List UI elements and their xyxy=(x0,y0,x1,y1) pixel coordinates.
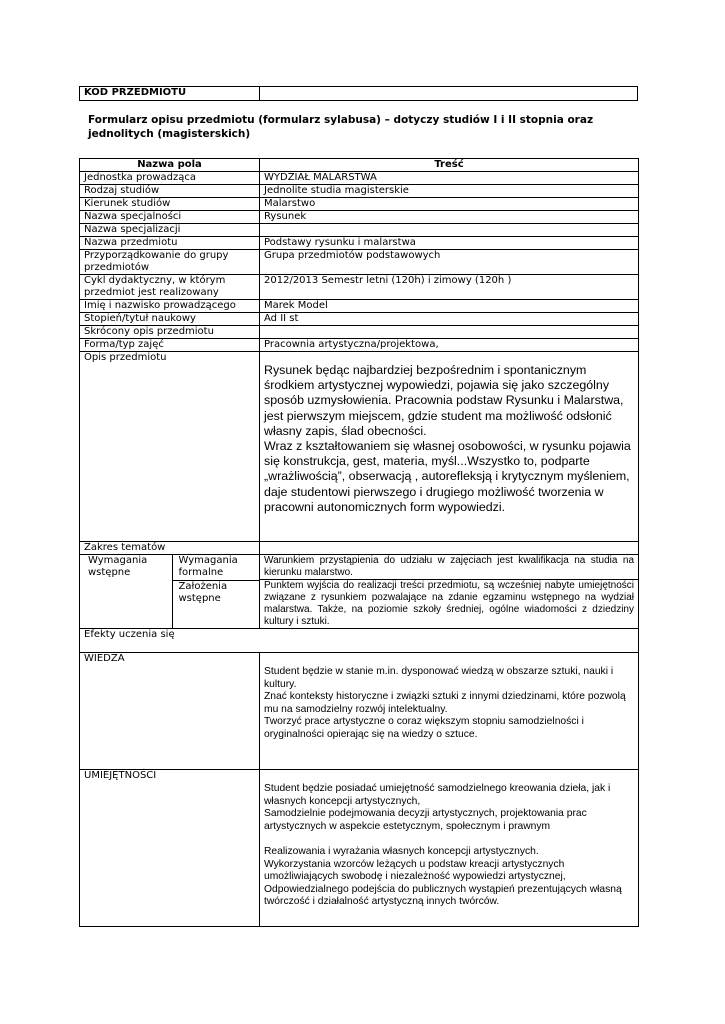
row-value-grupa: Grupa przedmiotów podstawowych xyxy=(260,250,639,275)
row-value-wiedza xyxy=(260,653,639,770)
row-label-zakres: Zakres tematów xyxy=(80,542,260,555)
row-label-jednostka: Jednostka prowadząca xyxy=(80,172,260,185)
row-label-rodzaj: Rodzaj studiów xyxy=(80,185,260,198)
knowledge-text: Student będzie w stanie m.in. dysponować wiedzą w obszarze sztuki, nauki i kultury. Znać konteksty historyczne i związki sztuki z innymi dziedzinami, które pozwolą mu na samodzielny rozwój intelektualny. Tworzyć prace artystyczne o coraz większym stopniu samodzielności i oryginalności opierając się na wiedzy o sztuce. xyxy=(264,666,626,740)
row-value-specjalnosc: Rysunek xyxy=(260,211,639,224)
syllabus-table xyxy=(79,158,639,927)
course-code-value xyxy=(260,87,638,101)
row-label-prowadzacy: Imię i nazwisko prowadzącego xyxy=(80,300,260,313)
row-label-specjalnosc: Nazwa specjalności xyxy=(80,211,260,224)
row-label-specjalizacja: Nazwa specjalizacji xyxy=(80,224,260,237)
row-value-zalozenia: Punktem wyjścia do realizacji treści przedmiotu, są wcześniej nabyte umiejętności związane z rysunkiem pozwalające na zdanie egzaminu wstępnego na wydział malarstwa. Także, na poziomie szkoły średniej, ogólne wiadomości z dziedziny kultury i sztuki. xyxy=(260,580,639,629)
row-value-opis xyxy=(260,352,639,542)
row-label-grupa: Przyporządkowanie do grupy przedmiotów xyxy=(80,250,260,275)
row-label-efekty: Efekty uczenia się xyxy=(80,629,639,653)
row-value-formalne: Warunkiem przystąpienia do udziału w zajęciach jest kwalifikacja na studia na kierunku malarstwo. xyxy=(260,555,639,580)
row-value-umiejetnosci xyxy=(260,770,639,927)
course-code-table xyxy=(79,86,638,101)
row-label-umiejetnosci: UMIEJĘTNOŚCI xyxy=(80,770,260,927)
row-value-prowadzacy: Marek Model xyxy=(260,300,639,313)
row-label-wiedza: WIEDZA xyxy=(80,653,260,770)
row-value-cykl: 2012/2013 Semestr letni (120h) i zimowy (120h ) xyxy=(260,275,639,300)
row-sublabel-formalne: Wymagania formalne xyxy=(172,555,260,580)
row-label-skrocony: Skrócony opis przedmiotu xyxy=(80,326,260,339)
row-label-forma: Forma/typ zajęć xyxy=(80,339,260,352)
row-value-jednostka: WYDZIAŁ MALARSTWA xyxy=(260,172,639,185)
prerequisites-subtable xyxy=(80,555,260,628)
row-value-zakres xyxy=(260,542,639,555)
row-label-przedmiot: Nazwa przedmiotu xyxy=(80,237,260,250)
skills-text: Student będzie posiadać umiejętność samodzielnego kreowania dzieła, jak i własnych koncepcji artystycznych, Samodzielnie podejmowania decyzji artystycznych, projektowania prac artystycznych w aspekcie estetycznym, społecznym i prawnym Realizowania i wyrażania własnych koncepcji artystycznych. Wykorzystania wzorców leżących u podstaw kreacji artystycznych umożliwiających swobodę i niezależność wypowiedzi artystycznej, Odpowiedzialnego podejścia do publicznych wystąpień prezentujących własną twórczość i działalność artystyczną innych twórców. xyxy=(264,783,622,908)
row-sublabel-zalozenia: Założenia wstępne xyxy=(178,580,228,604)
row-value-skrocony xyxy=(260,326,639,339)
row-value-kierunek: Malarstwo xyxy=(260,198,639,211)
row-label-stopien: Stopień/tytuł naukowy xyxy=(80,313,260,326)
header-content: Treść xyxy=(260,159,639,172)
header-field-name: Nazwa pola xyxy=(80,159,260,172)
row-label-wymagania-cell xyxy=(80,555,260,629)
form-title: Formularz opisu przedmiotu (formularz sylabusa) – dotyczy studiów I i II stopnia oraz jednolitych (magisterskich) xyxy=(88,114,594,140)
row-value-rodzaj: Jednolite studia magisterskie xyxy=(260,185,639,198)
row-label-wymagania: Wymagania wstępne xyxy=(80,555,172,628)
row-label-opis: Opis przedmiotu xyxy=(80,352,260,542)
row-value-forma: Pracownia artystyczna/projektowa, xyxy=(260,339,639,352)
row-label-kierunek: Kierunek studiów xyxy=(80,198,260,211)
course-description-text: Rysunek będąc najbardziej bezpośrednim i spontanicznym środkiem artystycznej wypowiedzi, pojawia się jako szczególny sposób uzmysłowienia. Pracownia podstaw Rysunku i Malarstwa, jest pierwszym miejscem, gdzie student ma możliwość odsłonić własny zapis, ślad obecności. Wraz z kształtowaniem się własnej osobowości, w rysunku pojawia się konstrukcja, gest, materia, myśl...Wszystko to, podparte „wrażliwością”, obserwacją , autorefleksją i krytycznym myśleniem, daje studentowi pierwszego i drugiego możliwość tworzenia w pracowni autonomicznych form wypowiedzi. xyxy=(264,363,631,514)
row-value-przedmiot: Podstawy rysunku i malarstwa xyxy=(260,237,639,250)
row-value-specjalizacja xyxy=(260,224,639,237)
row-label-cykl: Cykl dydaktyczny, w którym przedmiot jest realizowany xyxy=(80,275,260,300)
row-value-stopien: Ad II st xyxy=(260,313,639,326)
course-code-label: KOD PRZEDMIOTU xyxy=(80,87,260,101)
